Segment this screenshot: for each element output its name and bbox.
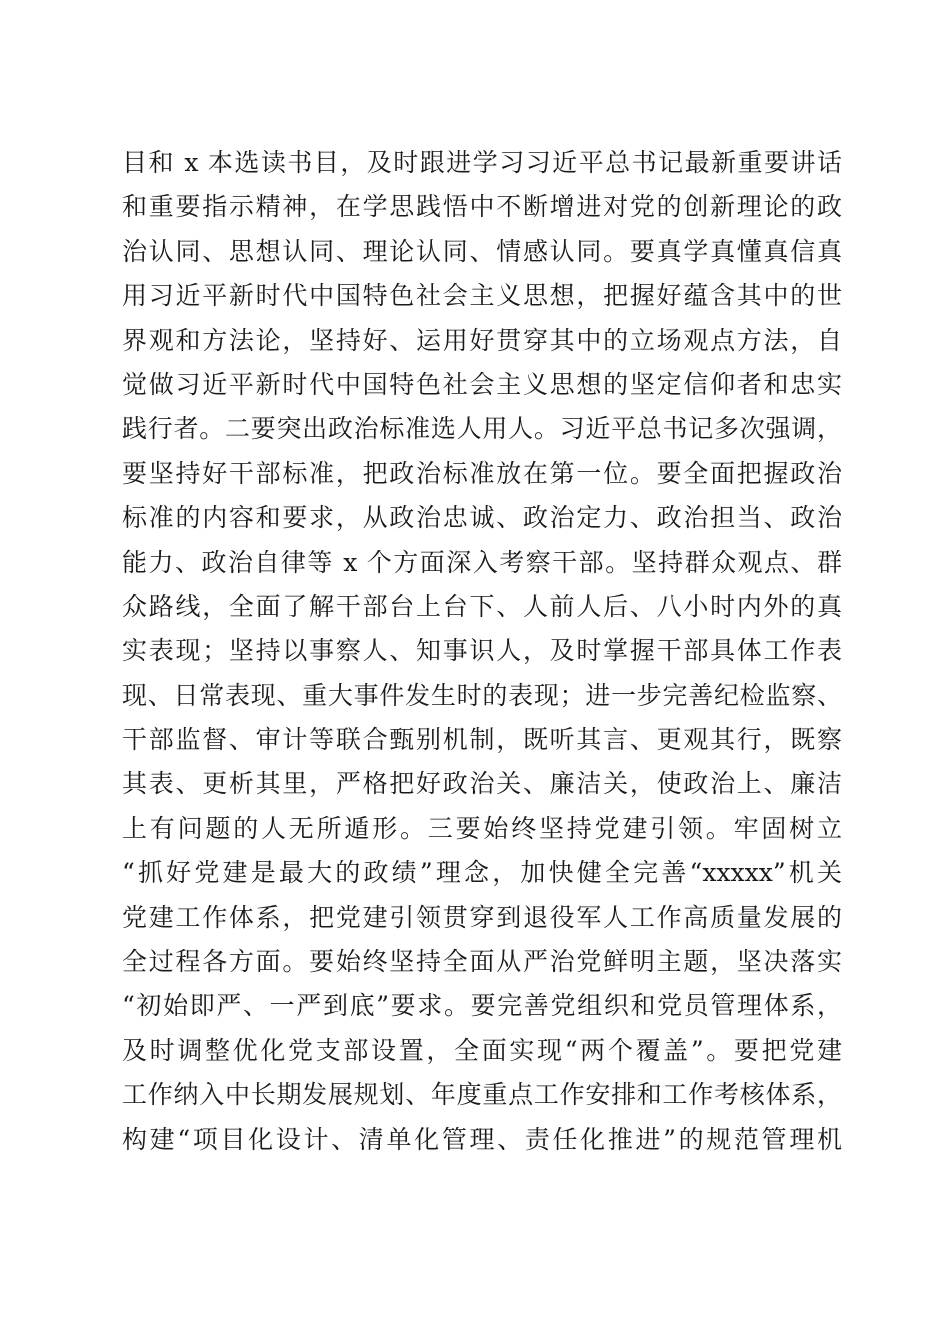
body-paragraph <box>122 141 842 1162</box>
text-line: 能力、政治自律等 x 个方面深入考察干部。坚持群众观点、群 <box>122 547 842 577</box>
text-line: 用习近平新时代中国特色社会主义思想，把握好蕴含其中的世 <box>122 281 842 311</box>
text-line: “抓好党建是最大的政绩”理念，加快健全完善“xxxxx”机关 <box>122 858 842 888</box>
text-line: 标准的内容和要求，从政治忠诚、政治定力、政治担当、政治 <box>122 503 842 533</box>
text-line: 干部监督、审计等联合甄别机制，既听其言、更观其行，既察 <box>122 725 842 755</box>
text-line: 界观和方法论，坚持好、运用好贯穿其中的立场观点方法，自 <box>122 325 842 355</box>
text-line: 目和 x 本选读书目，及时跟进学习习近平总书记最新重要讲话 <box>122 148 842 177</box>
text-line: 上有问题的人无所遁形。三要始终坚持党建引领。牢固树立 <box>122 813 842 843</box>
text-line: 及时调整优化党支部设置，全面实现“两个覆盖”。要把党建 <box>122 1035 842 1065</box>
text-line: 众路线，全面了解干部台上台下、人前人后、八小时内外的真 <box>122 591 842 621</box>
text-line: 党建工作体系，把党建引领贯穿到退役军人工作高质量发展的 <box>122 902 842 932</box>
text-line: 要坚持好干部标准，把政治标准放在第一位。要全面把握政治 <box>122 458 842 488</box>
text-line: 践行者。二要突出政治标准选人用人。习近平总书记多次强调， <box>122 414 842 444</box>
text-line: 其表、更析其里，严格把好政治关、廉洁关，使政治上、廉洁 <box>122 769 842 799</box>
text-line: 实表现；坚持以事察人、知事识人，及时掌握干部具体工作表 <box>122 636 842 666</box>
text-line: 工作纳入中长期发展规划、年度重点工作安排和工作考核体系， <box>122 1080 842 1110</box>
text-line: 构建“项目化设计、清单化管理、责任化推进”的规范管理机 <box>122 1124 842 1154</box>
text-line: “初始即严、一严到底”要求。要完善党组织和党员管理体系， <box>122 991 842 1021</box>
text-line: 和重要指示精神，在学思践悟中不断增进对党的创新理论的政 <box>122 192 842 222</box>
text-line: 治认同、思想认同、理论认同、情感认同。要真学真懂真信真 <box>122 236 842 266</box>
text-line: 全过程各方面。要始终坚持全面从严治党鲜明主题，坚决落实 <box>122 947 842 977</box>
text-line: 现、日常表现、重大事件发生时的表现；进一步完善纪检监察、 <box>122 680 842 710</box>
text-line: 觉做习近平新时代中国特色社会主义思想的坚定信仰者和忠实 <box>122 369 842 399</box>
